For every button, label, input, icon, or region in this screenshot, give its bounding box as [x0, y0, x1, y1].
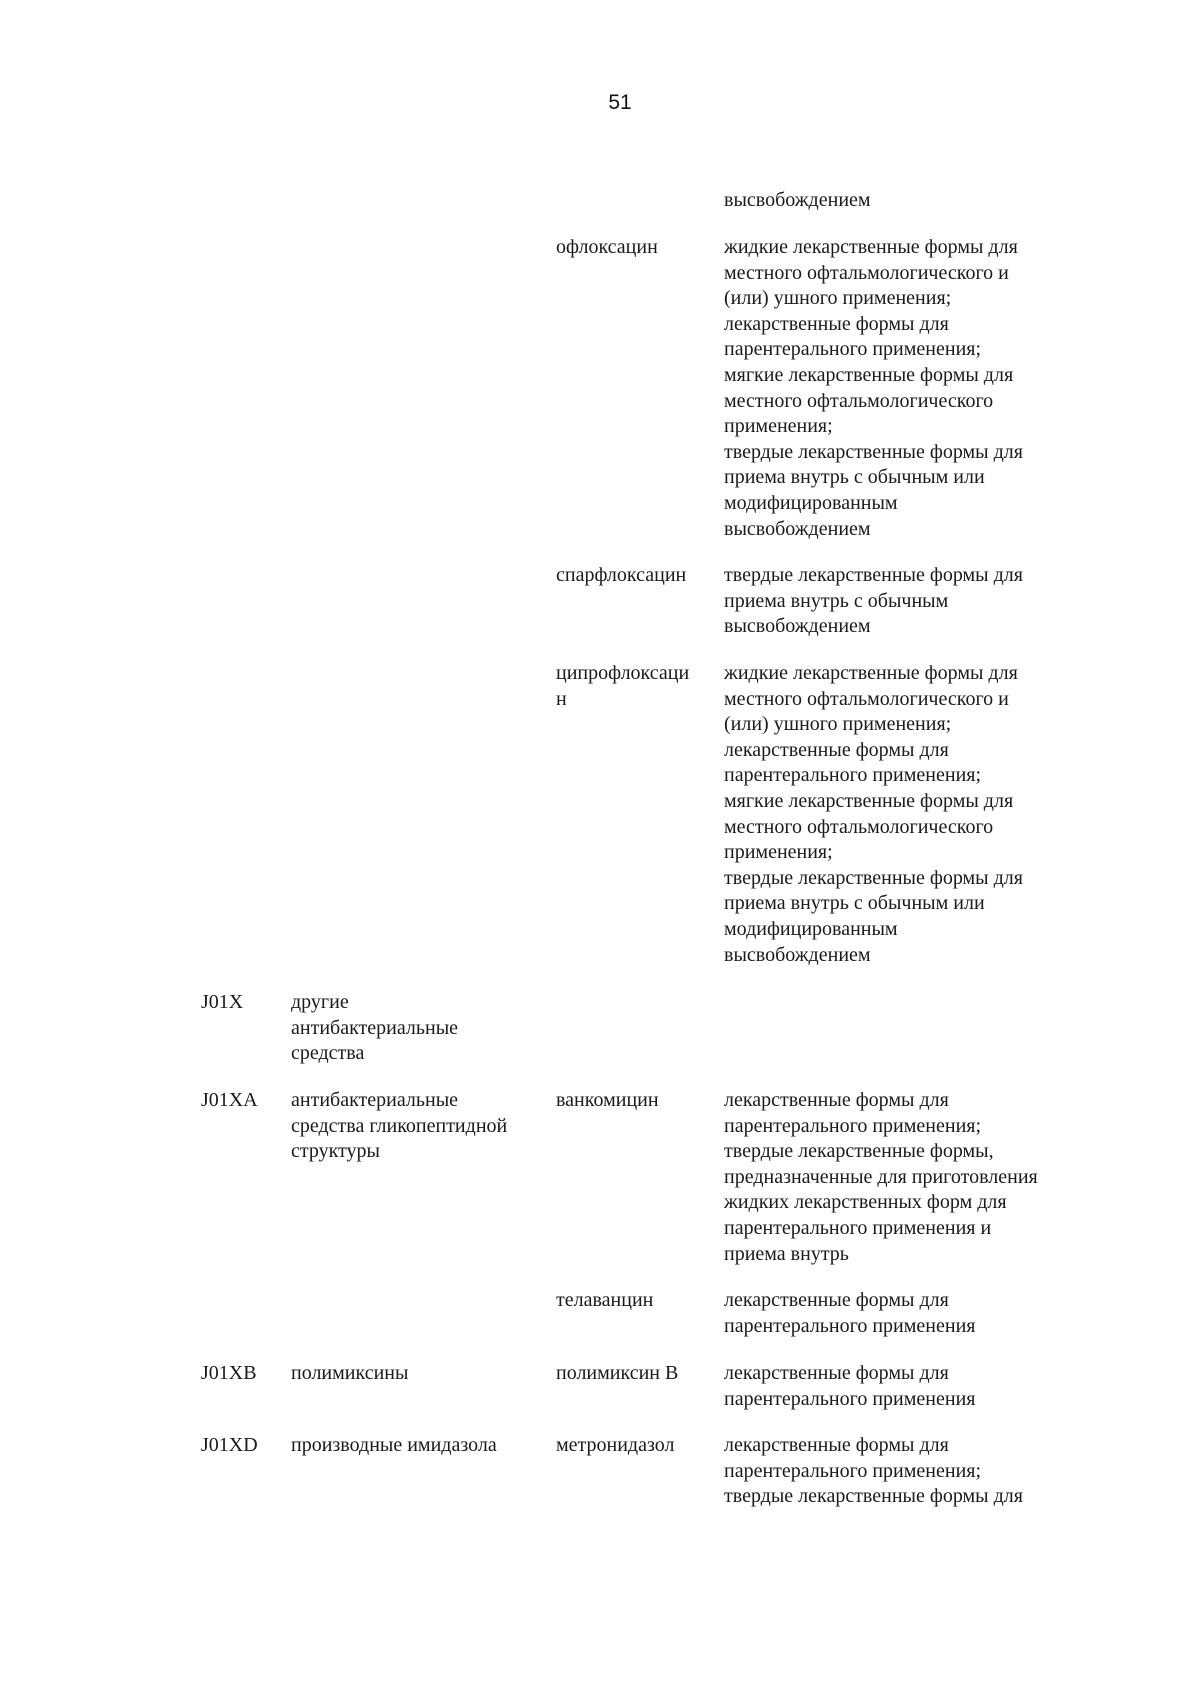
drug-name-cell: телаванцин — [556, 1289, 654, 1311]
dosage-forms-cell: жидкие лекарственные формы для местного офтальмологического и (или) ушного применения; лекарственные формы для парентерального применения; мягкие лекарственные формы для местного офтальмологического применения; твердые лекарственные формы для приема внутрь с обычным или модифицированным высвобождением — [724, 662, 1023, 966]
drug-name-cell: офлоксацин — [556, 236, 658, 258]
atc-code-cell: J01XB — [201, 1362, 257, 1384]
dosage-forms-cell: твердые лекарственные формы для приема внутрь с обычным высвобождением — [724, 564, 1023, 638]
group-name-cell: полимиксины — [291, 1362, 409, 1384]
dosage-forms-cell: жидкие лекарственные формы для местного офтальмологического и (или) ушного применения; лекарственные формы для парентерального применения; мягкие лекарственные формы для местного офтальмологического применения; твердые лекарственные формы для приема внутрь с обычным или модифицированным высвобождением — [724, 236, 1023, 540]
drug-name-cell: ванкомицин — [556, 1089, 659, 1111]
dosage-forms-cell: лекарственные формы для парентерального применения — [724, 1289, 976, 1337]
drug-name-cell: метронидазол — [556, 1434, 675, 1456]
atc-code-cell: J01XD — [201, 1434, 258, 1456]
dosage-forms-cell: лекарственные формы для парентерального применения — [724, 1362, 976, 1410]
dosage-forms-cell: лекарственные формы для парентерального применения; твердые лекарственные формы для — [724, 1434, 1023, 1508]
dosage-forms-cell: высвобождением — [724, 189, 871, 211]
drug-name-cell: ципрофлоксаци н — [556, 662, 690, 710]
atc-code-cell: J01XA — [201, 1089, 258, 1111]
drug-name-cell: спарфлоксацин — [556, 564, 687, 586]
group-name-cell: антибактериальные средства гликопептидной структуры — [291, 1089, 508, 1163]
atc-code-cell: J01X — [201, 991, 244, 1013]
drug-name-cell: полимиксин В — [556, 1362, 679, 1384]
group-name-cell: производные имидазола — [291, 1434, 497, 1456]
dosage-forms-cell: лекарственные формы для парентерального применения; твердые лекарственные формы, предназначенные для приготовления жидких лекарственных форм для парентерального применения и приема внутрь — [724, 1089, 1038, 1265]
page-number: 51 — [608, 91, 632, 114]
group-name-cell: другие антибактериальные средства — [291, 991, 459, 1065]
